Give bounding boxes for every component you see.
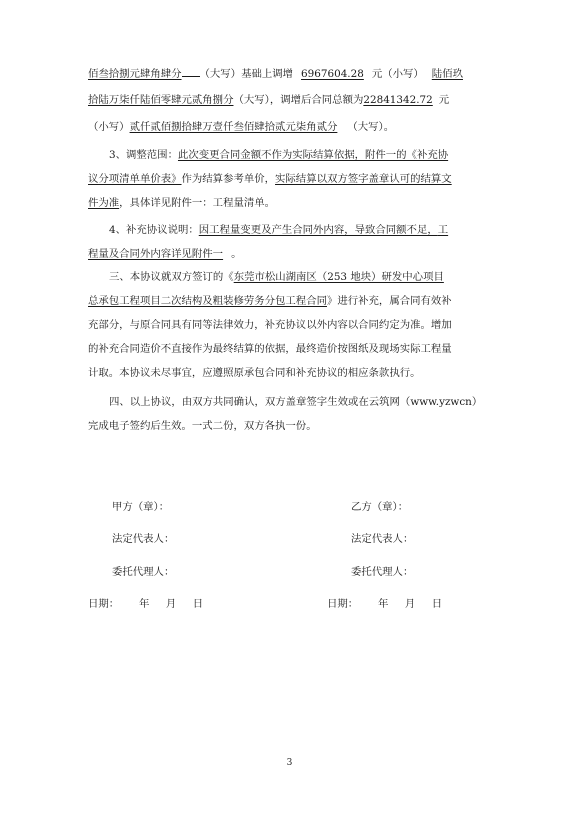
section-3-line-1 [88,270,498,284]
text: 元 [438,94,450,106]
party-b-seal-label: 乙方（章）： [351,501,409,513]
item-4-line-1 [88,223,498,237]
party-a-legal-rep-label: 法定代表人： [112,533,175,545]
increase-amount-capital: 拾陆万柒仟陆佰零肆元贰角捌分 [88,94,234,106]
item-3-line-3 [88,196,498,210]
item-3-text: 作为结算参考单价， [181,173,276,185]
section-3-line-4 [88,342,498,356]
amount-line-3 [88,120,498,134]
text: （大写）。 [347,121,395,133]
item-3-text: 此次变更合同金额不作为实际结算依据，附件一的《补充协 [177,149,449,161]
item-3-text: 件为准 [88,197,120,209]
party-a-date-label: 日期： 年 月 日 [88,598,204,610]
section-4-text: 完成电子签约后生效。一式二份，双方各执一份。 [88,420,317,432]
section-3-text: 充部分，与原合同具有同等法律效力，补充协议以外内容以合同约定为准。增加 [88,319,452,331]
increase-amount-capital: 陆佰玖 [431,68,463,80]
party-b-agent-label: 委托代理人： [351,566,414,578]
section-3-text: 的补充合同造价不直接作为最终结算的依据，最终造价按图纸及现场实际工程量 [88,343,452,355]
section-3-text: 》进行补充，属合同有效补 [326,295,452,307]
item-3-text: 实际结算以双方签字盖章认可的结算文 [275,173,452,185]
item-3-text: ，具体详见附件一：工程量清单。 [119,197,276,209]
item-4-text: 程量及合同外内容详见附件一 [88,248,224,260]
party-b-date-label: 日期： 年 月 日 [327,598,443,610]
amount-text-capital: 佰叁拾捌元肆角肆分 [88,68,182,80]
item-4-line-2 [88,247,498,261]
text: 元（小写） [371,68,424,80]
item-3-line-1 [88,148,498,162]
text: （大写）基础上调增 [199,68,294,80]
item-4-text: 因工程量变更及产生合同外内容，导致合同额不足， [198,224,438,236]
section-3-text: 三、本协议就双方签订的《 [109,271,234,283]
party-a-agent-label: 委托代理人： [112,566,175,578]
increase-amount: 6967604.28 [301,68,364,80]
item-3-line-2 [88,172,498,186]
page-number: 3 [286,758,293,768]
item-3-text: 议分项清单单价表》 [88,173,182,185]
section-4-text: 四、以上协议，由双方共同确认，双方盖章签字生效或在云筑网（www.yzwcn） [109,396,483,408]
item-3-heading: 3、调整范围： [109,149,178,161]
section-3-text: 计取。本协议未尽事宜，应遵照原承包合同和补充协议的相应条款执行。 [88,367,421,379]
section-4-line-2 [88,419,498,433]
party-b-legal-rep-label: 法定代表人： [351,533,414,545]
contract-name: 总承包工程项目二次结构及粗装修劳务分包工程合同 [88,295,327,307]
section-4-line-1 [88,395,498,409]
amount-line-1 [88,66,498,81]
section-3-line-2 [88,294,498,308]
section-3-line-3 [88,318,498,332]
section-3-line-5 [88,366,498,380]
amount-line-2 [88,93,498,107]
party-a-seal-label: 甲方（章）： [112,501,170,513]
total-amount-capital: 贰仟贰佰捌拾肆万壹仟叁佰肆拾贰元柒角贰分 [129,121,338,133]
item-4-text: 。 [231,248,242,260]
text: （小写） [88,121,130,133]
item-4-heading: 4、补充协议说明： [109,224,199,236]
text: （大写），调增后合同总额为 [233,94,364,106]
total-amount: 22841342.72 [363,94,433,106]
item-4-text: 工 [437,224,449,236]
contract-name: 东莞市松山湖南区（253 地块）研发中心项目 [233,271,444,283]
